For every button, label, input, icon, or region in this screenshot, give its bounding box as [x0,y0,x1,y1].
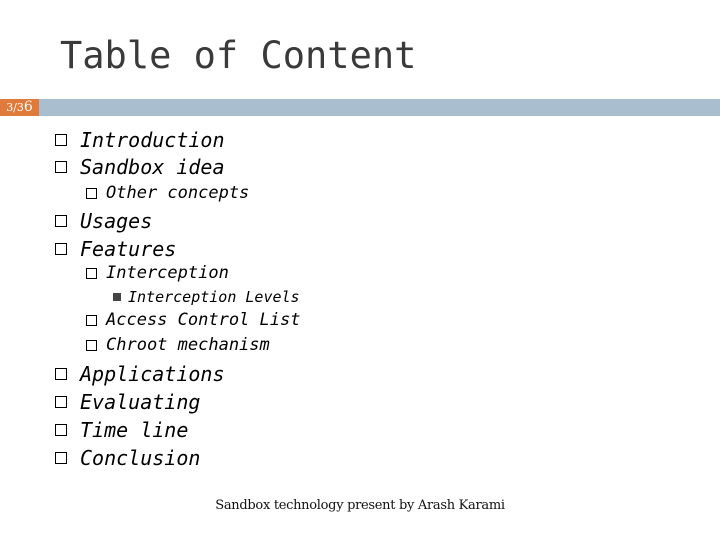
hollow-square-icon [86,188,97,199]
outline-item-label: Usages [80,209,153,233]
outline-subitem [86,183,249,203]
outline-item-label: Applications [80,362,225,386]
hollow-square-icon [55,368,67,380]
outline-subitem-label: Chroot mechanism [106,335,270,355]
outline-item-label: Evaluating [80,390,201,414]
outline-subitem-label: Interception [106,263,229,283]
outline-item [55,446,200,470]
hollow-square-icon [86,340,97,351]
outline-item-label: Sandbox idea [80,155,225,179]
hollow-square-icon [86,268,97,279]
outline-item-label: Features [80,237,177,261]
outline-subsubitem [113,288,300,306]
hollow-square-icon [55,396,67,408]
slide-title: Table of Content [60,34,417,77]
outline-item [55,209,152,233]
outline-subitem [86,263,229,283]
hollow-square-icon [55,161,67,173]
hollow-square-icon [55,215,67,227]
hollow-square-icon [55,424,67,436]
outline-item [55,418,188,442]
outline-item [55,362,225,386]
outline-item [55,128,225,152]
filled-square-icon [113,293,121,301]
page-number-big: 6 [23,99,33,115]
outline-subsubitem-label: Interception Levels [128,288,300,306]
outline-subitem-label: Other concepts [106,183,250,203]
page-number-small: 3/3 [6,101,24,114]
hollow-square-icon [55,452,67,464]
outline-subitem [86,335,270,355]
outline-item-label: Conclusion [80,446,201,470]
outline-subitem-label: Access Control List [106,310,301,330]
outline-subitem [86,310,300,330]
outline-item-label: Time line [80,418,189,442]
outline-item [55,155,225,179]
slide-footer: Sandbox technology present by Arash Karami [215,498,505,513]
hollow-square-icon [55,243,67,255]
outline-item-label: Introduction [80,128,225,152]
outline-item [55,237,176,261]
hollow-square-icon [86,315,97,326]
hollow-square-icon [55,134,67,146]
outline-item [55,390,200,414]
